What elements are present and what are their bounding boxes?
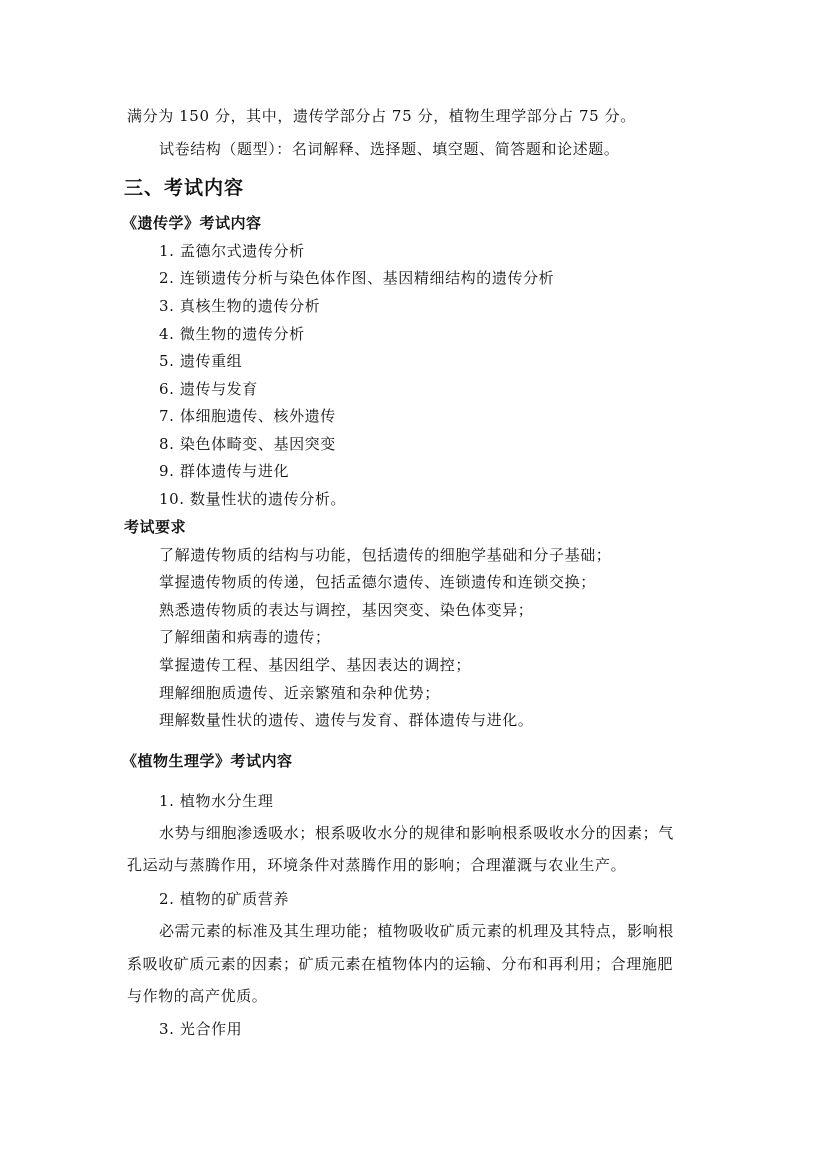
requirement-item: 掌握遗传工程、基因组学、基因表达的调控； [159, 656, 472, 674]
score-line: 满分为 150 分，其中，遗传学部分占 75 分，植物生理学部分占 75 分。 [127, 107, 636, 125]
requirement-item: 了解遗传物质的结构与功能，包括遗传的细胞学基础和分子基础； [159, 546, 612, 564]
requirements-heading: 考试要求 [124, 518, 187, 536]
topic-text-line: 与作物的高产优质。 [127, 987, 268, 1005]
genetics-item: 9. 群体遗传与进化 [159, 462, 290, 480]
topic-text-line: 必需元素的标准及其生理功能；植物吸收矿质元素的机理及其特点，影响根 [159, 922, 674, 940]
topic-text-line: 水势与细胞渗透吸水；根系吸收水分的规律和影响根系吸收水分的因素；气 [159, 824, 674, 842]
topic-title: 3. 光合作用 [159, 1020, 243, 1038]
genetics-item: 5. 遗传重组 [159, 352, 243, 370]
requirement-item: 熟悉遗传物质的表达与调控，基因突变、染色体变异； [159, 601, 534, 619]
genetics-item: 2. 连锁遗传分析与染色体作图、基因精细结构的遗传分析 [159, 269, 555, 287]
genetics-item: 1. 孟德尔式遗传分析 [159, 242, 305, 260]
genetics-item: 4. 微生物的遗传分析 [159, 325, 305, 343]
genetics-item: 3. 真核生物的遗传分析 [159, 297, 321, 315]
requirement-item: 了解细菌和病毒的遗传； [159, 628, 331, 646]
genetics-item: 10. 数量性状的遗传分析。 [159, 490, 347, 508]
topic-text-line: 系吸收矿质元素的因素；矿质元素在植物体内的运输、分布和再利用；合理施肥 [127, 955, 674, 973]
section-title: 三、考试内容 [124, 177, 245, 199]
topic-text-line: 孔运动与蒸腾作用，环境条件对蒸腾作用的影响；合理灌溉与农业生产。 [127, 856, 627, 874]
plant-physiology-heading: 《植物生理学》考试内容 [122, 752, 293, 770]
genetics-item: 7. 体细胞遗传、核外遗传 [159, 407, 336, 425]
structure-line: 试卷结构（题型）：名词解释、选择题、填空题、简答题和论述题。 [159, 140, 620, 158]
genetics-item: 8. 染色体畸变、基因突变 [159, 435, 336, 453]
requirement-item: 理解细胞质遗传、近亲繁殖和杂种优势； [159, 684, 440, 702]
topic-title: 2. 植物的矿质营养 [159, 890, 290, 908]
requirement-item: 理解数量性状的遗传、遗传与发育、群体遗传与进化。 [159, 711, 534, 729]
topic-title: 1. 植物水分生理 [159, 792, 274, 810]
genetics-heading: 《遗传学》考试内容 [122, 214, 262, 232]
requirement-item: 掌握遗传物质的传递，包括孟德尔遗传、连锁遗传和连锁交换； [159, 573, 596, 591]
genetics-item: 6. 遗传与发育 [159, 380, 258, 398]
